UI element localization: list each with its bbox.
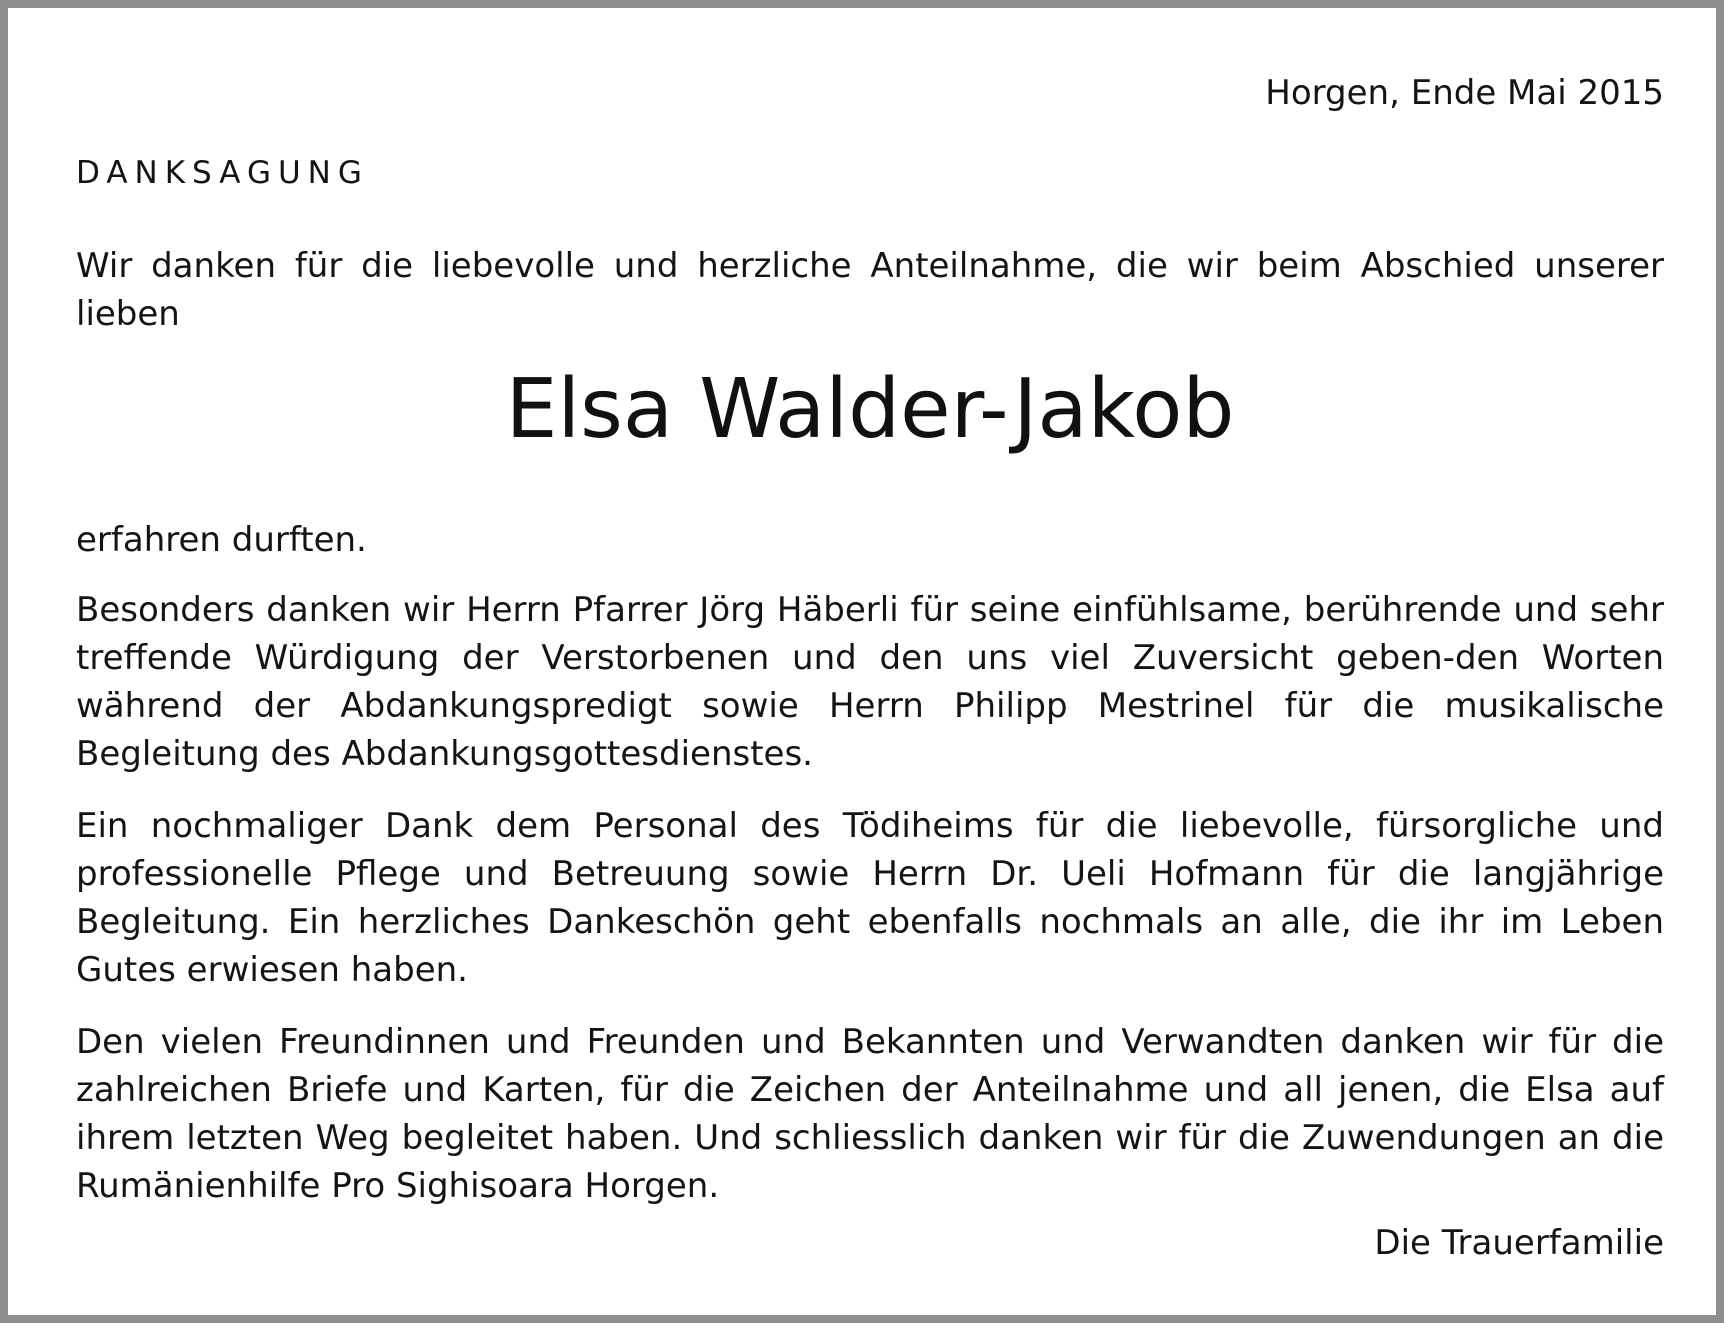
thanks-paragraph-3: Den vielen Freundinnen und Freunden und Bekannten und Verwandten danken wir für die zahlreichen Briefe und Karten, für die Zeichen der Anteilnahme und all jenen, die Elsa auf ihrem letzten Weg begleitet haben. Und schliesslich danken wir für die Zuwendungen an die Rumänienhilfe Pro Sighisoara Horgen.	[76, 1022, 1664, 1206]
thanks-paragraph-2: Ein nochmaliger Dank dem Personal des Tödiheims für die liebevolle, fürsorgliche und professionelle Pflege und Betreuung sowie Herrn Dr. Ueli Hofmann für die langjährige Begleitung. Ein herzliches Dankeschön geht ebenfalls nochmals an alle, die ihr im Leben Gutes erwiesen haben.	[76, 806, 1664, 990]
place-date: Horgen, Ende Mai 2015	[1265, 73, 1664, 113]
thanks-paragraph-1: Besonders danken wir Herrn Pfarrer Jörg Häberli für seine einfühlsame, berührende und sehr treffende Würdigung der Verstorbenen und den uns viel Zuversicht geben-den Worten während der Abdankungspredigt sowie Herrn Philipp Mestrinel für die musikalische Begleitung des Abdankungsgottesdienstes.	[76, 590, 1664, 774]
after-name-text: erfahren durften.	[76, 520, 367, 560]
deceased-name: Elsa Walder-Jakob	[505, 362, 1235, 457]
intro-text: Wir danken für die liebevolle und herzliche Anteilnahme, die wir beim Abschied unserer lieben	[76, 246, 1664, 334]
notice-heading: DANKSAGUNG	[76, 155, 369, 191]
signature: Die Trauerfamilie	[1374, 1223, 1664, 1263]
